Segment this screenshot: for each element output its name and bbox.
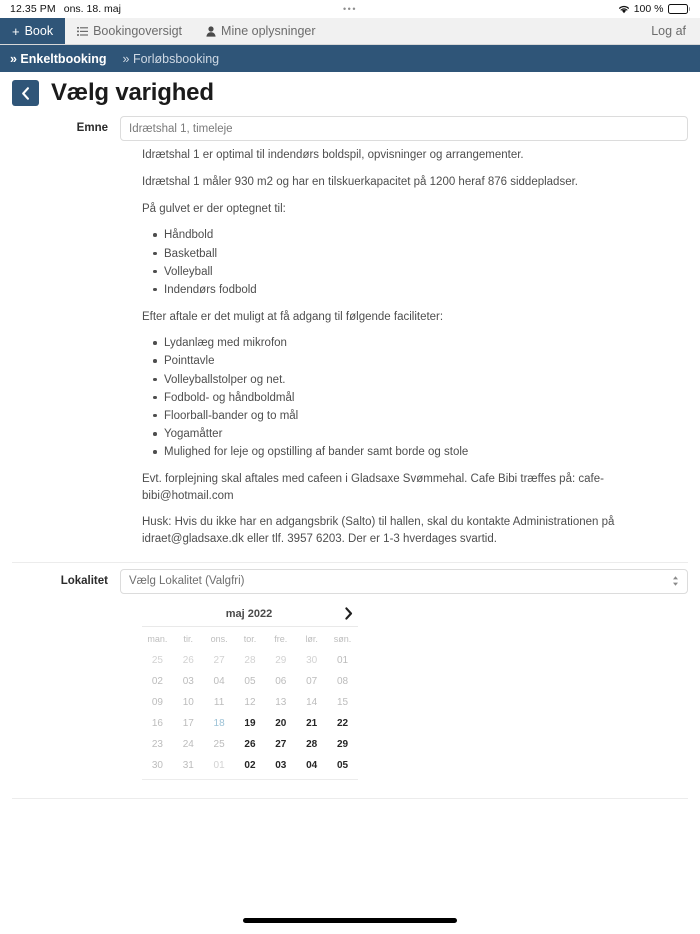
calendar-day: 01 [213,759,225,771]
updown-chevron-icon [672,575,679,587]
calendar-next-month-button[interactable] [338,604,358,624]
emne-field-wrap [120,116,688,141]
calendar-day: 30 [306,654,318,666]
list-item: Pointtavle [164,353,688,370]
section-divider-bottom [12,798,688,799]
calendar-week-row [142,671,358,692]
calendar-day: 27 [213,654,225,666]
calendar-day: 08 [336,675,349,687]
nav-tab-book-label: Book [24,24,54,38]
list-item: Volleyball [164,264,688,281]
list-item: Lydanlæg med mikrofon [164,335,688,352]
calendar-day: 12 [244,696,256,708]
calendar-day: 23 [151,738,163,750]
calendar-grid [142,627,358,776]
page-header [0,72,700,110]
breadcrumb [0,45,700,72]
back-button[interactable] [12,80,39,106]
weekday-header: ons. [210,633,228,644]
calendar-day: 26 [182,654,194,666]
calendar-weekday-row [142,627,358,650]
logout-button[interactable]: Log af [651,24,686,38]
calendar-wrap [0,594,700,780]
page-title: Vælg varighed [51,79,214,106]
calendar-day: 13 [275,696,287,708]
calendar-day-available[interactable]: 26 [244,738,256,750]
calendar-day: 15 [336,696,349,708]
nav-tab-mine-oplysninger-label: Mine oplysninger [221,24,316,38]
calendar-week-row [142,713,358,734]
nav-tab-bookingoversigt-label: Bookingoversigt [93,24,183,38]
lokalitet-label: Lokalitet [60,574,108,587]
main-navbar [0,18,700,45]
status-bar-left [10,3,121,15]
nav-tab-bookingoversigt[interactable] [65,18,194,44]
description-paragraph-3: På gulvet er der optegnet til: [142,202,286,215]
calendar-week-row [142,692,358,713]
calendar-day: 06 [275,675,287,687]
lokalitet-select[interactable] [120,569,688,594]
weekday-header: lør. [305,633,318,644]
weekday-header: tir. [183,633,194,644]
calendar-week-row [142,755,358,776]
list-icon [77,27,88,36]
calendar-week-row [142,650,358,671]
list-item: Yogamåtter [164,426,688,443]
status-bar-time: 12.35 PM [10,3,56,15]
description-paragraph-1: Idrætshal 1 er optimal til indendørs boldspil, opvisninger og arrangementer. [142,149,524,162]
calendar-day: 09 [151,696,163,708]
description-paragraph-2: Idrætshal 1 måler 930 m2 og har en tilskuerkapacitet på 1200 heraf 876 siddepladser. [142,176,578,189]
calendar-day: 10 [182,696,194,708]
home-indicator[interactable] [243,918,457,923]
calendar-day-available[interactable]: 27 [275,738,287,750]
status-bar-date: ons. 18. maj [63,3,121,15]
floor-markings-list [142,227,688,298]
ios-status-bar [0,0,700,18]
lokalitet-selected-value: Vælg Lokalitet (Valgfri) [129,575,245,588]
calendar-day: 04 [213,675,225,687]
facility-description [0,141,700,547]
emne-label: Emne [76,122,108,135]
calendar-day: 01 [336,654,349,666]
calendar-day: 05 [244,675,256,687]
breadcrumb-enkeltbooking[interactable]: » Enkeltbooking [10,51,107,66]
calendar-day: 17 [182,717,194,729]
chevron-left-icon [21,87,30,100]
calendar-day-available[interactable]: 22 [336,717,349,729]
calendar-day: 31 [182,759,194,771]
emne-input[interactable]: Idrætshal 1, timeleje [120,116,688,141]
calendar-day: 07 [306,675,318,687]
nav-tab-mine-oplysninger[interactable] [194,18,328,44]
calendar-day: 28 [244,654,256,666]
wifi-icon [618,4,630,14]
calendar-day: 25 [213,738,225,750]
lokalitet-field-wrap [120,569,688,594]
calendar-day-available[interactable]: 21 [306,717,318,729]
date-picker-calendar [142,602,358,780]
calendar-footer-rule [142,779,358,780]
facilities-list [142,335,688,461]
calendar-body [142,650,358,776]
calendar-day: 14 [306,696,318,708]
calendar-day-available[interactable]: 04 [306,759,318,771]
calendar-day-available[interactable]: 19 [244,717,256,729]
list-item: Håndbold [164,227,688,244]
list-item: Mulighed for leje og opstilling af bander samt borde og stole [164,444,688,461]
emne-row [0,110,700,141]
list-item: Volleyballstolper og net. [164,372,688,389]
calendar-day: 03 [182,675,194,687]
calendar-day-available[interactable]: 03 [275,759,287,771]
status-bar-right [618,3,690,15]
calendar-day: 29 [275,654,287,666]
calendar-day: 02 [151,675,163,687]
list-item: Indendørs fodbold [164,282,688,299]
breadcrumb-forlobsbooking[interactable]: » Forløbsbooking [122,51,220,66]
calendar-day-available[interactable]: 05 [336,759,349,771]
calendar-header [142,602,358,626]
calendar-day-available[interactable]: 28 [306,738,318,750]
list-item: Basketball [164,246,688,263]
calendar-week-row [142,734,358,755]
person-icon [206,26,216,37]
calendar-day: 25 [151,654,163,666]
weekday-header: fre. [274,633,288,644]
recording-dots-icon: ••• [343,3,357,14]
list-item: Fodbold- og håndboldmål [164,390,688,407]
weekday-header: søn. [333,633,352,644]
calendar-day-available[interactable]: 02 [244,759,256,771]
list-item: Floorball-bander og to mål [164,408,688,425]
calendar-day-available[interactable]: 29 [336,738,349,750]
calendar-month-title: maj 2022 [225,607,273,620]
weekday-header: man. [147,633,168,644]
description-paragraph-6: Husk: Hvis du ikke har en adgangsbrik (Salto) til hallen, skal du kontakte Administrationen på idraet@gladsaxe.dk eller tlf. 3957 6203. Der er 1-3 hverdages svartid. [142,516,615,545]
battery-percent-label: 100 % [633,3,664,15]
calendar-day: 11 [213,696,225,708]
plus-icon: + [12,23,20,39]
calendar-day-available[interactable]: 20 [275,717,287,729]
weekday-header: tor. [243,633,257,644]
navbar-spacer [328,18,638,44]
description-paragraph-5: Evt. forplejning skal aftales med cafeen i Gladsaxe Svømmehal. Cafe Bibi træffes på: cafe-bibi@hotmail.com [142,472,604,502]
calendar-day: 24 [182,738,194,750]
nav-tab-book[interactable] [0,18,65,44]
calendar-day-today[interactable]: 18 [213,717,225,729]
description-paragraph-4: Efter aftale er det muligt at få adgang til følgende faciliteter: [142,310,444,323]
calendar-day: 30 [151,759,163,771]
battery-full-icon [668,4,691,14]
lokalitet-row [0,563,700,594]
chevron-right-icon [344,607,353,620]
calendar-day: 16 [151,717,163,729]
